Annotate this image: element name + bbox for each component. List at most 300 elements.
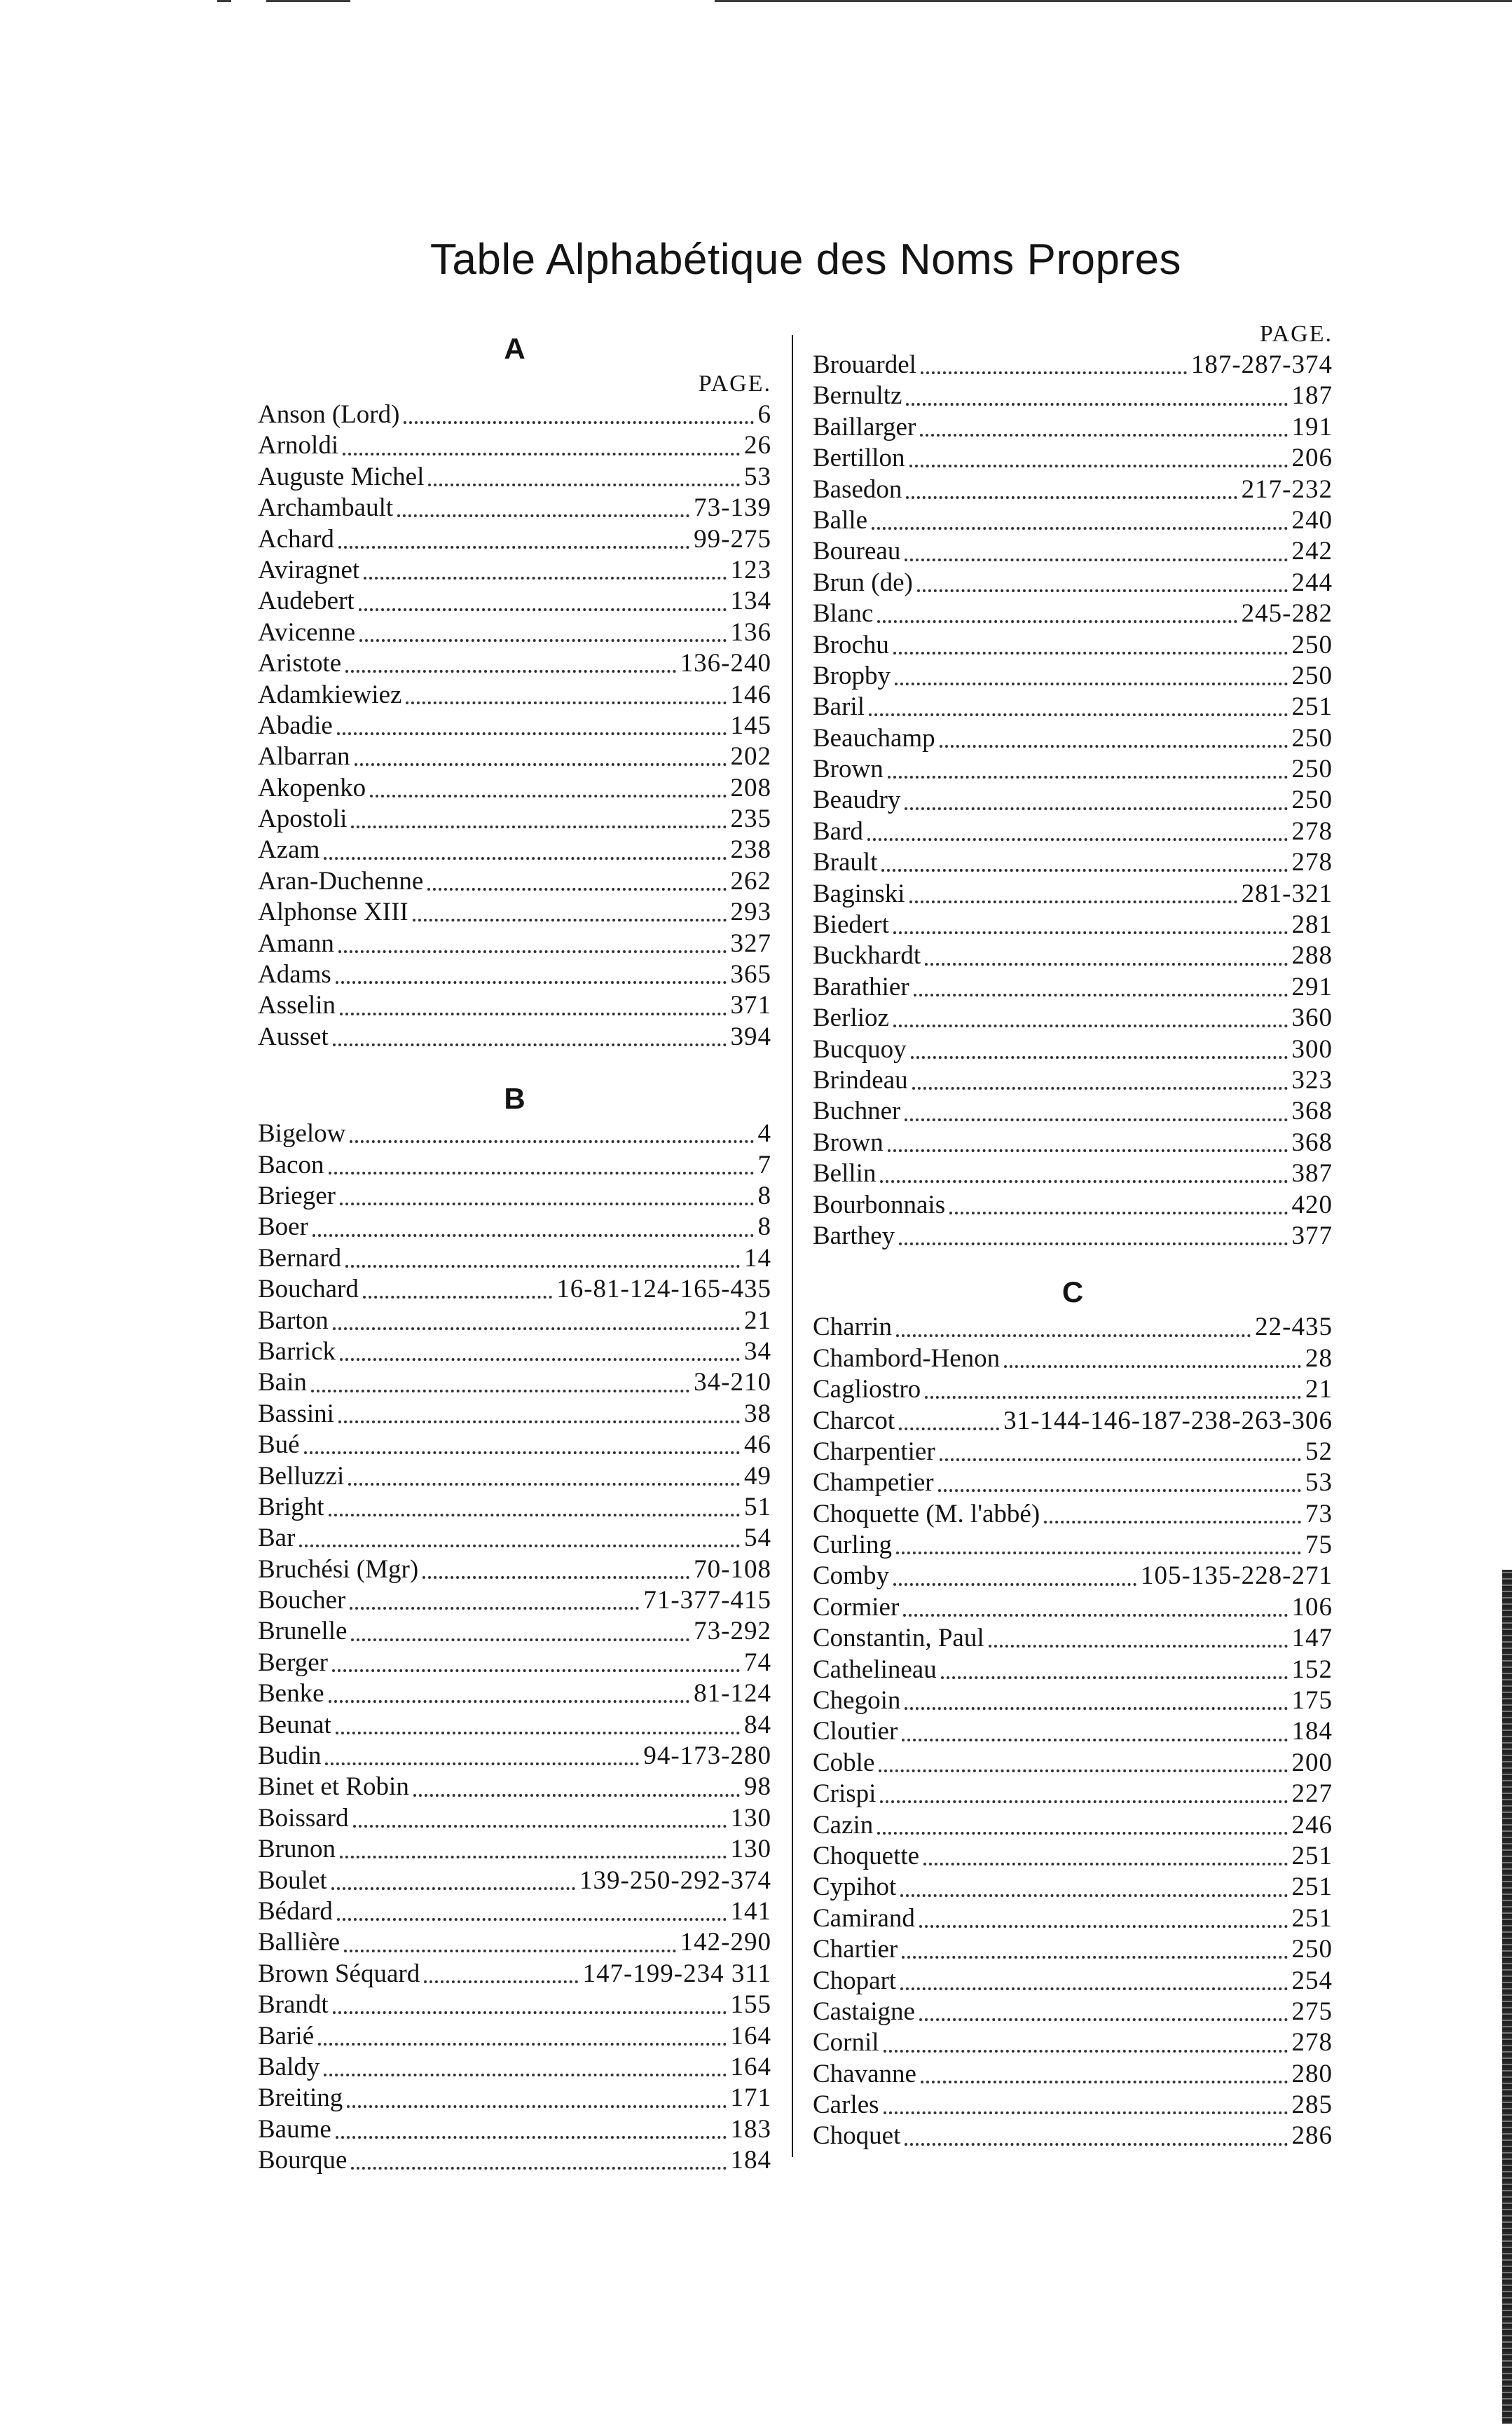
entry-pages: 291: [1291, 972, 1333, 1001]
index-entry: [813, 1312, 1333, 1343]
entry-pages: 280: [1291, 2059, 1333, 2088]
dot-leader: [331, 1880, 575, 1890]
index-entry: [813, 505, 1333, 536]
dot-leader: [888, 1142, 1288, 1152]
dot-leader: [424, 1973, 578, 1983]
dot-leader: [923, 1856, 1287, 1865]
entry-name: Bernard: [258, 1243, 342, 1273]
index-entry: [258, 711, 771, 741]
entry-name: Boulet: [258, 1865, 327, 1895]
index-entry: [813, 1810, 1333, 1841]
index-entry: [258, 493, 771, 523]
dot-leader: [919, 2011, 1288, 2021]
dot-leader: [899, 1235, 1287, 1245]
entry-name: Cornil: [813, 2028, 879, 2057]
dot-leader: [329, 1693, 690, 1703]
entry-name: Brown: [813, 755, 884, 784]
dot-leader: [422, 1569, 689, 1579]
index-entry: [258, 897, 771, 928]
entry-name: Auguste Michel: [258, 462, 425, 491]
entry-pages: 4: [757, 1119, 771, 1149]
index-entry: [813, 847, 1333, 878]
entry-pages: 52: [1305, 1437, 1333, 1466]
entry-pages: 184: [1291, 1717, 1333, 1746]
index-entry: [813, 1190, 1333, 1221]
index-entry: [258, 648, 771, 679]
entry-pages: 171: [730, 2083, 771, 2113]
entry-name: Bar: [258, 1523, 296, 1553]
entry-pages: 142-290: [680, 1928, 771, 1957]
entry-name: Beunat: [258, 1710, 331, 1739]
entry-name: Akopenko: [258, 773, 366, 802]
entry-name: Charrin: [813, 1313, 893, 1342]
dot-leader: [413, 912, 727, 922]
index-list-b-continued: [813, 350, 1333, 1252]
entry-name: Amann: [258, 929, 334, 958]
entry-pages: 250: [1291, 786, 1333, 815]
entry-name: Brown: [813, 1128, 884, 1157]
entry-name: Bernultz: [813, 381, 902, 411]
index-entry: [258, 773, 771, 804]
entry-pages: 250: [1291, 723, 1333, 753]
dot-leader: [921, 2074, 1288, 2083]
section-letter-c: C: [1061, 1275, 1084, 1309]
entry-pages: 22-435: [1255, 1313, 1333, 1342]
entry-pages: 136-240: [680, 649, 771, 678]
top-border-rule: [266, 0, 350, 2]
entry-pages: 250: [1291, 630, 1333, 659]
entry-name: Brochu: [813, 630, 889, 659]
index-entry: [258, 2052, 771, 2083]
index-entry: [813, 692, 1333, 723]
entry-pages: 73-292: [694, 1617, 771, 1646]
entry-name: Bourbonnais: [813, 1190, 946, 1219]
entry-pages: 8: [757, 1181, 771, 1210]
dot-leader: [304, 1444, 740, 1454]
dot-leader: [919, 1918, 1288, 1928]
entry-pages: 46: [744, 1430, 771, 1460]
index-entry: [258, 1990, 771, 2020]
entry-pages: 145: [730, 711, 771, 740]
index-entry: [813, 1065, 1333, 1096]
entry-name: Crispi: [813, 1779, 877, 1809]
entry-name: Chopart: [813, 1966, 897, 1995]
dot-leader: [336, 1725, 740, 1734]
entry-pages: 368: [1291, 1128, 1333, 1157]
dot-leader: [340, 1849, 727, 1858]
entry-pages: 73-139: [694, 493, 771, 523]
entry-pages: 184: [730, 2146, 771, 2175]
index-entry: [813, 1623, 1333, 1654]
entry-pages: 206: [1291, 444, 1333, 473]
index-entry: [258, 586, 771, 617]
dot-leader: [329, 1165, 754, 1175]
entry-name: Anson (Lord): [258, 400, 400, 429]
dot-leader: [350, 1133, 753, 1143]
index-entry: [813, 2059, 1333, 2090]
entry-name: Brun (de): [813, 568, 913, 597]
entry-name: Cagliostro: [813, 1375, 921, 1404]
entry-name: Brouardel: [813, 350, 916, 379]
entry-pages: 130: [730, 1835, 771, 1864]
index-entry: [258, 1959, 771, 1990]
dot-leader: [325, 1755, 639, 1765]
entry-name: Champetier: [813, 1468, 934, 1498]
index-entry: [813, 2027, 1333, 2058]
index-entry: [258, 1865, 771, 1896]
index-entry: [258, 1585, 771, 1616]
entry-pages: 250: [1291, 661, 1333, 690]
index-entry: [813, 630, 1333, 661]
index-entry: [258, 1022, 771, 1053]
left-column: [258, 329, 771, 2176]
dot-leader: [428, 477, 740, 486]
entry-name: Binet et Robin: [258, 1772, 409, 1802]
index-entry: [258, 524, 771, 555]
dot-leader: [333, 2004, 727, 2014]
dot-leader: [397, 507, 689, 517]
entry-name: Bouchard: [258, 1275, 359, 1304]
index-entry: [258, 1367, 771, 1398]
entry-pages: 286: [1291, 2121, 1333, 2151]
entry-pages: 123: [730, 555, 771, 584]
entry-pages: 191: [1291, 412, 1333, 441]
index-entry: [813, 1221, 1333, 1252]
entry-pages: 250: [1291, 755, 1333, 784]
index-entry: [258, 1118, 771, 1149]
index-entry: [813, 598, 1333, 629]
index-entry: [258, 1274, 771, 1305]
entry-pages: 28: [1305, 1343, 1333, 1373]
entry-pages: 293: [730, 898, 771, 927]
index-entry: [813, 2090, 1333, 2121]
entry-pages: 7: [757, 1150, 771, 1179]
page-edge-scan-artifact: [1502, 1570, 1512, 2424]
dot-leader: [906, 396, 1287, 406]
entry-name: Boucher: [258, 1586, 346, 1615]
entry-name: Chartier: [813, 1935, 898, 1964]
index-entry: [258, 1896, 771, 1927]
index-entry: [813, 785, 1333, 816]
page-column-header: PAGE.: [698, 371, 771, 397]
index-entry: [258, 617, 771, 648]
dot-leader: [917, 582, 1288, 592]
entry-name: Boer: [258, 1212, 308, 1242]
index-entry: [258, 804, 771, 835]
entry-name: Barthey: [813, 1221, 895, 1250]
entry-pages: 70-108: [694, 1554, 771, 1584]
dot-leader: [896, 1327, 1251, 1337]
dot-leader: [318, 2036, 726, 2046]
entry-pages: 16-81-124-165-435: [556, 1275, 771, 1304]
dot-leader: [909, 458, 1288, 467]
dot-leader: [902, 1949, 1287, 1959]
entry-pages: 327: [730, 929, 771, 958]
dot-leader: [336, 2129, 727, 2139]
entry-pages: 155: [730, 1990, 771, 2020]
dot-leader: [900, 1887, 1287, 1897]
index-entry: [813, 1003, 1333, 1034]
dot-leader: [905, 1111, 1287, 1121]
entry-name: Breiting: [258, 2083, 343, 2113]
entry-name: Buchner: [813, 1097, 901, 1126]
entry-pages: 98: [744, 1772, 771, 1802]
entry-name: Azam: [258, 835, 320, 865]
index-entry: [813, 1406, 1333, 1437]
dot-leader: [343, 446, 740, 456]
index-entry: [258, 2083, 771, 2114]
entry-name: Comby: [813, 1561, 889, 1591]
entry-pages: 250: [1291, 1935, 1333, 1964]
entry-name: Choquette (M. l'abbé): [813, 1499, 1040, 1528]
index-entry: [813, 1128, 1333, 1158]
dot-leader: [333, 1320, 740, 1330]
index-entry: [813, 1592, 1333, 1623]
index-list-a: [258, 399, 771, 1053]
index-entry: [813, 1467, 1333, 1498]
dot-leader: [893, 645, 1288, 655]
entry-pages: 139-250-292-374: [579, 1865, 771, 1895]
dot-leader: [347, 2098, 726, 2108]
entry-name: Baginski: [813, 879, 905, 908]
entry-pages: 200: [1291, 1748, 1333, 1777]
index-entry: [258, 430, 771, 461]
index-entry: [813, 1158, 1333, 1189]
entry-name: Albarran: [258, 742, 350, 772]
index-entry: [258, 2021, 771, 2052]
entry-name: Chegoin: [813, 1686, 901, 1716]
entry-pages: 106: [1291, 1592, 1333, 1622]
entry-pages: 71-377-415: [643, 1586, 771, 1615]
index-entry: [813, 1655, 1333, 1685]
dot-leader: [877, 613, 1237, 623]
dot-leader: [332, 1662, 740, 1672]
index-entry: [258, 680, 771, 711]
entry-name: Audebert: [258, 587, 355, 616]
dot-leader: [337, 1911, 727, 1921]
entry-pages: 208: [730, 773, 771, 802]
entry-pages: 371: [730, 991, 771, 1020]
dot-leader: [911, 1049, 1288, 1059]
index-entry: [258, 1834, 771, 1865]
entry-pages: 394: [730, 1022, 771, 1051]
entry-name: Blanc: [813, 599, 874, 629]
dot-leader: [427, 881, 726, 891]
entry-pages: 6: [757, 400, 771, 429]
entry-pages: 147: [1291, 1624, 1333, 1653]
index-entry: [258, 1648, 771, 1678]
index-entry: [258, 1678, 771, 1709]
dot-leader: [905, 1700, 1287, 1710]
entry-pages: 73: [1305, 1499, 1333, 1528]
entry-name: Bain: [258, 1368, 307, 1397]
entry-pages: 323: [1291, 1065, 1333, 1095]
index-entry: [813, 910, 1333, 940]
index-entry: [813, 1903, 1333, 1934]
entry-pages: 34-210: [694, 1368, 771, 1397]
entry-pages: 53: [744, 462, 771, 491]
index-entry: [813, 350, 1333, 381]
index-entry: [813, 1437, 1333, 1467]
dot-leader: [312, 1227, 754, 1237]
entry-pages: 187: [1291, 381, 1333, 411]
entry-name: Berlioz: [813, 1004, 889, 1033]
index-entry: [258, 1492, 771, 1523]
index-entry: [813, 1872, 1333, 1903]
entry-pages: 245-282: [1241, 599, 1333, 629]
entry-pages: 387: [1291, 1159, 1333, 1189]
entry-pages: 74: [744, 1648, 771, 1677]
entry-name: Bruchési (Mgr): [258, 1554, 419, 1584]
entry-name: Ballière: [258, 1928, 341, 1957]
entry-pages: 251: [1291, 1872, 1333, 1902]
entry-name: Buckhardt: [813, 941, 921, 971]
entry-pages: 227: [1291, 1779, 1333, 1809]
dot-leader: [872, 520, 1287, 530]
dot-leader: [905, 2136, 1287, 2146]
index-entry: [258, 1212, 771, 1242]
dot-leader: [941, 1669, 1288, 1679]
entry-name: Cypihot: [813, 1872, 897, 1902]
dot-leader: [299, 1538, 740, 1547]
entry-pages: 105-135-228-271: [1141, 1561, 1333, 1591]
entry-pages: 164: [730, 2052, 771, 2081]
dot-leader: [881, 862, 1287, 872]
index-entry: [258, 835, 771, 865]
dot-leader: [893, 1576, 1136, 1586]
index-entry: [813, 1685, 1333, 1716]
entry-name: Bropby: [813, 661, 891, 690]
index-entry: [258, 1150, 771, 1181]
entry-name: Boureau: [813, 537, 901, 566]
entry-name: Coble: [813, 1748, 875, 1777]
entry-name: Bué: [258, 1430, 300, 1460]
index-entry: [258, 1181, 771, 1212]
dot-leader: [345, 663, 675, 673]
entry-name: Curling: [813, 1531, 893, 1560]
entry-name: Charpentier: [813, 1437, 935, 1466]
dot-leader: [940, 738, 1288, 748]
index-entry: [258, 1336, 771, 1367]
index-entry: [258, 1430, 771, 1460]
entry-pages: 278: [1291, 2028, 1333, 2057]
entry-name: Barton: [258, 1306, 329, 1335]
index-entry: [258, 1399, 771, 1430]
dot-leader: [884, 2104, 1288, 2114]
entry-name: Cormier: [813, 1592, 900, 1622]
index-entry: [258, 1554, 771, 1585]
entry-pages: 377: [1291, 1221, 1333, 1250]
index-entry: [813, 1096, 1333, 1127]
index-entry: [813, 754, 1333, 785]
dot-leader: [340, 1351, 740, 1361]
index-entry: [258, 462, 771, 493]
entry-pages: 420: [1291, 1190, 1333, 1219]
entry-name: Aran-Duchenne: [258, 866, 424, 896]
index-entry: [258, 959, 771, 990]
page-title: Table Alphabétique des Noms Propres: [429, 235, 1182, 284]
entry-name: Alphonse XIII: [258, 898, 408, 927]
entry-name: Choquette: [813, 1841, 920, 1870]
entry-pages: 152: [1291, 1655, 1333, 1684]
dot-leader: [336, 974, 727, 984]
top-border-rule: [715, 0, 1512, 2]
entry-name: Aristote: [258, 649, 342, 678]
dot-leader: [351, 819, 726, 828]
entry-pages: 75: [1305, 1531, 1333, 1560]
index-entry: [258, 1616, 771, 1647]
dot-leader: [350, 1600, 639, 1610]
entry-name: Boissard: [258, 1803, 349, 1833]
entry-name: Beauchamp: [813, 723, 935, 753]
entry-name: Bucquoy: [813, 1034, 907, 1064]
entry-pages: 235: [730, 804, 771, 834]
dot-leader: [921, 364, 1187, 374]
dot-leader: [333, 1036, 727, 1046]
index-entry: [813, 661, 1333, 692]
dot-leader: [905, 800, 1287, 810]
dot-leader: [903, 1607, 1287, 1617]
entry-name: Bertillon: [813, 444, 905, 473]
dot-leader: [340, 1006, 727, 1015]
dot-leader: [880, 1173, 1287, 1183]
index-entry: [813, 1934, 1333, 1965]
entry-name: Brandt: [258, 1990, 329, 2020]
index-entry: [258, 1306, 771, 1336]
entry-pages: 31-144-146-187-238-263-306: [1003, 1406, 1333, 1435]
index-entry: [813, 1499, 1333, 1530]
index-entry: [258, 2114, 771, 2145]
dot-leader: [329, 1507, 740, 1516]
entry-name: Biedert: [813, 910, 889, 940]
dot-leader: [359, 601, 727, 611]
entry-name: Archambault: [258, 493, 394, 523]
index-list-c: [813, 1312, 1333, 2152]
entry-pages: 147-199-234 311: [582, 1959, 771, 1988]
dot-leader: [925, 1389, 1301, 1399]
entry-name: Arnoldi: [258, 431, 339, 460]
dot-leader: [348, 1476, 740, 1486]
dot-leader: [338, 943, 727, 953]
entry-name: Balle: [813, 505, 868, 535]
entry-pages: 183: [730, 2114, 771, 2144]
dot-leader: [370, 788, 726, 797]
entry-name: Achard: [258, 524, 334, 554]
index-entry: [258, 1710, 771, 1741]
index-entry: [258, 1741, 771, 1772]
entry-pages: 360: [1291, 1004, 1333, 1033]
dot-leader: [880, 1793, 1287, 1803]
entry-pages: 288: [1291, 941, 1333, 971]
entry-name: Beaudry: [813, 786, 901, 815]
entry-name: Barrick: [258, 1336, 336, 1366]
entry-pages: 51: [744, 1492, 771, 1521]
entry-pages: 84: [744, 1710, 771, 1739]
dot-leader: [413, 1787, 740, 1797]
entry-name: Chambord-Henon: [813, 1343, 1001, 1373]
entry-name: Chavanne: [813, 2059, 916, 2088]
index-entry: [813, 879, 1333, 910]
entry-name: Barathier: [813, 972, 909, 1001]
top-border-rule: [217, 0, 231, 2]
dot-leader: [359, 632, 726, 642]
entry-pages: 217-232: [1241, 474, 1333, 504]
dot-leader: [338, 539, 689, 549]
dot-leader: [949, 1205, 1287, 1214]
entry-name: Constantin, Paul: [813, 1624, 984, 1653]
dot-leader: [311, 1383, 689, 1392]
index-entry: [813, 2121, 1333, 2151]
